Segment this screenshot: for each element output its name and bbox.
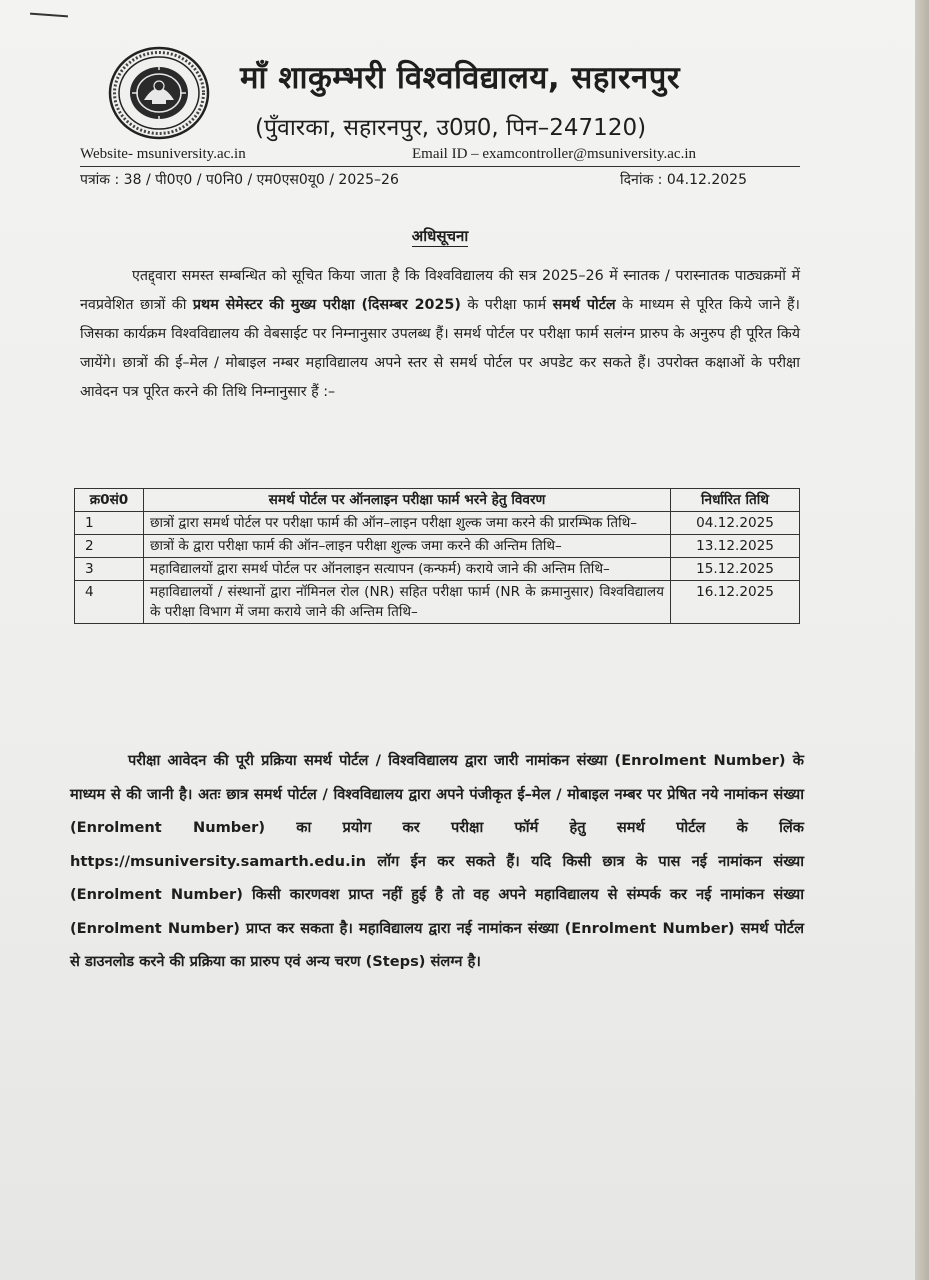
table-row	[75, 512, 800, 535]
page-edge	[915, 0, 929, 1280]
website-text: Website- msuniversity.ac.in	[80, 146, 246, 162]
table-header-row	[75, 489, 800, 512]
intro-bold-portal: समर्थ पोर्टल	[552, 297, 616, 313]
intro-text-1: एतद्द्वारा समस्त सम्बन्धित को सूचित किया जाता है कि विश्वविद्यालय की सत्र 2025–26 में स्नातक / परास्नातक पाठ्यक्रमों में नवप्रवेशित छात्रों की	[80, 268, 800, 313]
university-address: (पुँवारका, सहारनपुर, उ0प्र0, पिन–247120)	[255, 115, 647, 141]
schedule-table	[74, 488, 800, 624]
reference-number: पत्रांक : 38 / पी0ए0 / प0नि0 / एम0एस0यू0 / 2025–26	[80, 172, 399, 188]
university-name: माँ शाकुम्भरी विश्वविद्यालय, सहारनपुर	[240, 60, 681, 96]
header-description: समर्थ पोर्टल पर ऑनलाइन परीक्षा फार्म भरने हेतु विवरण	[144, 489, 671, 512]
row-date: 15.12.2025	[671, 558, 800, 581]
row-description: महाविद्यालयों / संस्थानों द्वारा नॉमिनल रोल (NR) सहित परीक्षा फार्म (NR के क्रमानुसार) विश्वविद्यालय के परीक्षा विभाग में जमा कराये जाने की अन्तिम तिथि–	[144, 581, 671, 624]
contact-line	[80, 146, 800, 167]
row-description: महाविद्यालयों द्वारा समर्थ पोर्टल पर ऑनलाइन सत्यापन (कन्फर्म) कराये जाने की अन्तिम तिथि–	[144, 558, 671, 581]
row-description: छात्रों के द्वारा परीक्षा फार्म की ऑन–लाइन परीक्षा शुल्क जमा करने की अन्तिम तिथि–	[144, 535, 671, 558]
row-date: 13.12.2025	[671, 535, 800, 558]
enrolment-paragraph: परीक्षा आवेदन की पूरी प्रक्रिया समर्थ पोर्टल / विश्वविद्यालय द्वारा जारी नामांकन संख्या (Enrolment Number) के माध्यम से की जानी है। अतः छात्र समर्थ पोर्टल / विश्वविद्यालय द्वारा अपने पंजीकृत ई–मेल / मोबाइल नम्बर पर प्रेषित नये नामांकन संख्या (Enrolment Number) का प्रयोग कर परीक्षा फॉर्म हेतु समर्थ पोर्टल के लिंक https://msuniversity.samarth.edu.in लॉग ईन कर सकते हैं। यदि किसी छात्र के पास नई नामांकन संख्या (Enrolment Number) किसी कारणवश प्राप्त नहीं हुई है तो वह अपने महाविद्यालय से संम्पर्क कर नई नामांकन संख्या (Enrolment Number) प्राप्त कर सकता है। महाविद्यालय द्वारा नई नामांकन संख्या (Enrolment Number) समर्थ पोर्टल से डाउनलोड करने की प्रक्रिया का प्रारुप एवं अन्य चरण (Steps) संलग्न है।	[70, 752, 804, 970]
notice-heading-text: अधिसूचना	[411, 227, 469, 245]
row-serial: 2	[75, 535, 144, 558]
intro-paragraph	[80, 262, 800, 407]
intro-bold-exam: प्रथम सेमेस्टर की मुख्य परीक्षा (दिसम्बर 2025)	[192, 297, 461, 313]
notice-heading	[0, 226, 880, 246]
intro-text-3: के माध्यम से पूरित किये जाने हैं। जिसका कार्यक्रम विश्वविद्यालय की वेबसाईट पर निम्नानुसार उपलब्ध हैं। समर्थ पोर्टल पर परीक्षा फार्म सलंग्न प्रारुप के अनुरुप ही पूरित किये जायेंगे। छात्रों की ई–मेल / मोबाइल नम्बर महाविद्यालय अपने स्तर से समर्थ पोर्टल पर अपडेट कर सकते हैं। उपरोक्त कक्षाओं के परीक्षा आवेदन पत्र पूरित करने की तिथि निम्नानुसार हैं :–	[80, 297, 800, 400]
row-date: 04.12.2025	[671, 512, 800, 535]
table-row	[75, 535, 800, 558]
row-description: छात्रों द्वारा समर्थ पोर्टल पर परीक्षा फार्म की ऑन–लाइन परीक्षा शुल्क जमा करने की प्रारम्भिक तिथि–	[144, 512, 671, 535]
email-text: Email ID – examcontroller@msuniversity.ac.in	[412, 146, 697, 162]
row-date: 16.12.2025	[671, 581, 800, 624]
table-row	[75, 558, 800, 581]
header-date: निर्धारित तिथि	[671, 489, 800, 512]
row-serial: 1	[75, 512, 144, 535]
header-serial: क्र0सं0	[75, 489, 144, 512]
intro-text-2: के परीक्षा फार्म	[460, 297, 553, 313]
issue-date: दिनांक : 04.12.2025	[620, 172, 747, 188]
university-seal-icon	[108, 46, 210, 140]
row-serial: 3	[75, 558, 144, 581]
reference-line	[80, 170, 800, 190]
table-row	[75, 581, 800, 624]
row-serial: 4	[75, 581, 144, 624]
